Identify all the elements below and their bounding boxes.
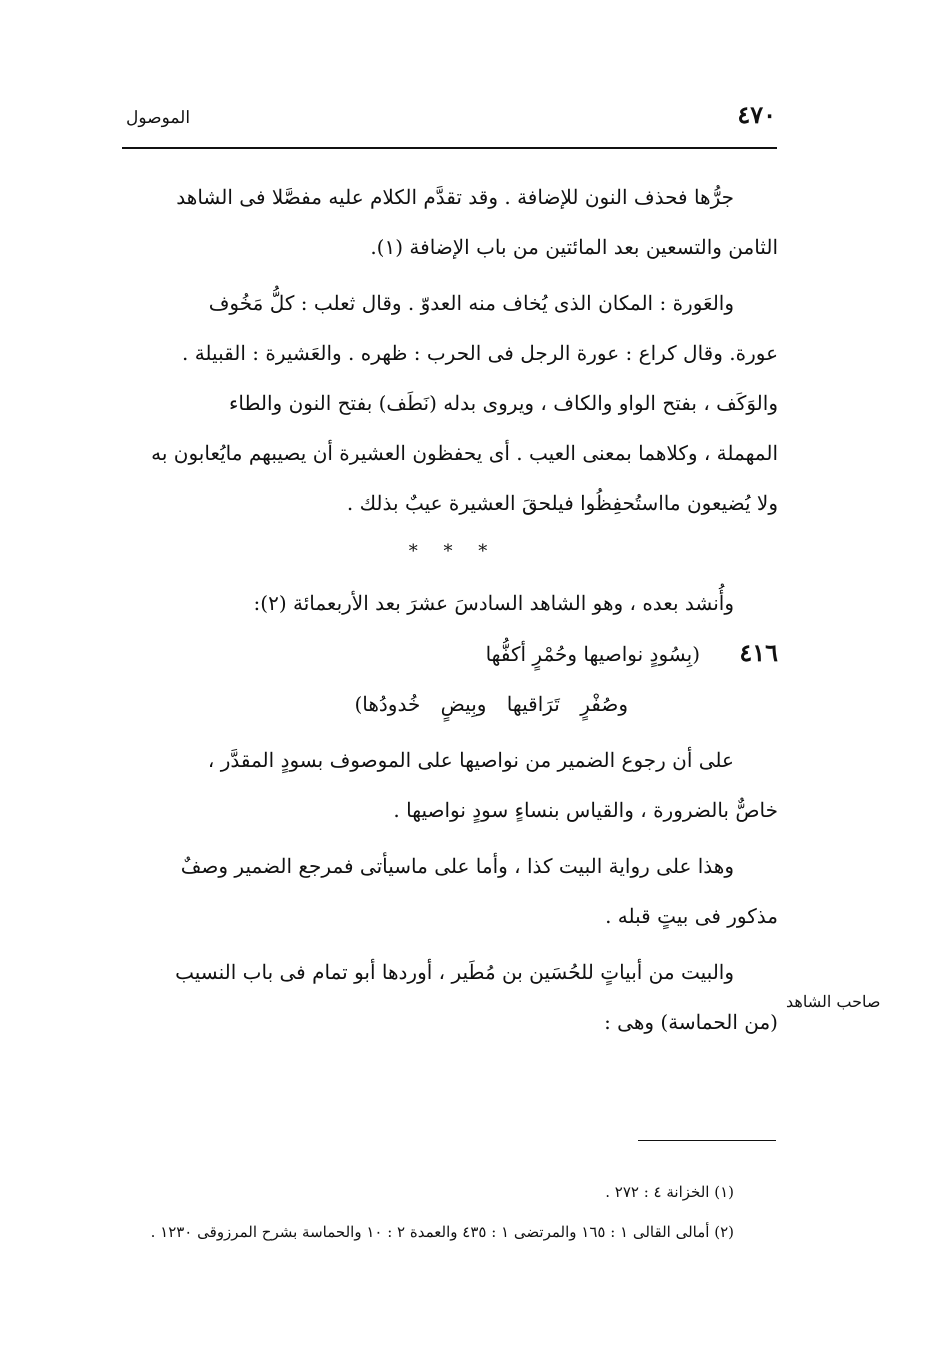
- paragraph-6: [128, 947, 778, 1047]
- footnote-1: (١) الخزانة ٤ : ٢٧٢ .: [605, 1183, 734, 1201]
- paragraph-4-line-1: على أن رجوع الضمير من نواصيها على الموصوف بسودٍ المقدَّر ،: [207, 748, 734, 772]
- paragraph-2-line-4: المهملة ، وكلاهما بمعنى العيب . أى يحفظون العشيرة أن يصيبهم مايُعابون به: [151, 441, 778, 465]
- paragraph-4: [128, 735, 778, 835]
- footnote-divider: [638, 1140, 776, 1141]
- paragraph-1-line-1: جرُّها فحذف النون للإضافة . وقد تقدَّم الكلام عليه مفصَّلا فى الشاهد: [176, 185, 734, 209]
- paragraph-2-line-5: ولا يُضيعون مااستُحفِظُوا فيلحقَ العشيرة عيبٌ بذلك .: [346, 491, 778, 515]
- paragraph-4-line-2: خاصٌّ بالضرورة ، والقياس بنساءٍ سودٍ نواصيها .: [393, 798, 778, 822]
- margin-note: صاحب الشاهد: [786, 992, 881, 1011]
- paragraph-2: [128, 278, 778, 528]
- paragraph-3: وأُنشد بعده ، وهو الشاهد السادسَ عشرَ بعد الأربعمائة (٢):: [253, 591, 734, 615]
- header-divider: [122, 147, 777, 149]
- footnotes: [128, 1172, 734, 1252]
- main-text: [128, 172, 778, 1047]
- paragraph-2-line-1: والعَورة : المكان الذى يُخاف منه العدوّ . وقال ثعلب : كلُّ مَخُوف: [208, 291, 734, 315]
- paragraph-1-line-2: الثامن والتسعين بعد المائتين من باب الإضافة (١).: [370, 235, 778, 259]
- paragraph-5-line-2: مذكور فى بيتٍ قبله .: [605, 904, 778, 928]
- paragraph-6-line-1: والبيت من أبياتٍ للحُسَين بن مُطَير ، أوردها أبو تمام فى باب النسيب: [175, 960, 734, 984]
- page-number: ٤٧٠: [737, 100, 776, 129]
- verse-second-hemistich: وصُفْرٍ تَرَاقيها وبِيضٍ خُدودُها): [354, 692, 628, 716]
- running-title: الموصول: [126, 108, 191, 128]
- paragraph-6-line-2: (من الحماسة) وهى :: [604, 1010, 778, 1034]
- paragraph-2-line-2: عورة. وقال كراع : عورة الرجل فى الحرب : ظهره . والعَشيرة : القبيلة .: [181, 341, 778, 365]
- paragraph-5: [128, 841, 778, 941]
- poetry-verse: [128, 628, 778, 729]
- footnote-2: (٢) أمالى القالى ١ : ١٦٥ والمرتضى ١ : ٤٣٥ والعمدة ٢ : ١٠ والحماسة بشرح المرزوقى ١٢٣٠ .: [150, 1223, 734, 1241]
- paragraph-5-line-1: وهذا على رواية البيت كذا ، وأما على ماسيأتى فمرجع الضمير وصفٌ: [180, 854, 734, 878]
- paragraph-2-line-3: والوَكَف ، بفتح الواو والكاف ، ويروى بدله (نَطَف) بفتح النون والطاء: [229, 391, 778, 415]
- paragraph-1: [128, 172, 778, 272]
- verse-first-hemistich: (بِسُودٍ نواصيها وحُمْرٍ أكفُّها: [485, 642, 700, 666]
- verse-number: ٤١٦: [739, 638, 778, 667]
- verse-line-1: [128, 628, 778, 679]
- section-divider-stars: * * *: [408, 541, 498, 562]
